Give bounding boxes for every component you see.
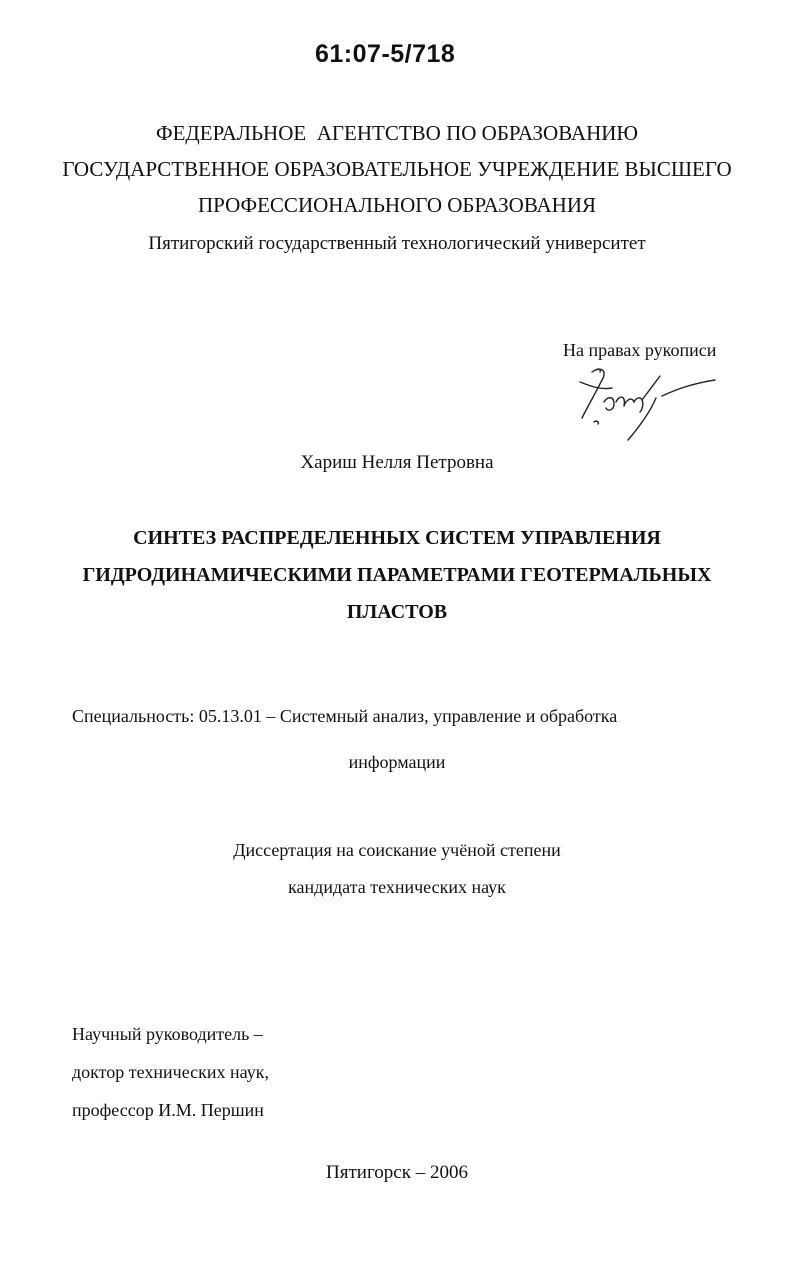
title-line: СИНТЕЗ РАСПРЕДЕЛЕННЫХ СИСТЕМ УПРАВЛЕНИЯ [133, 527, 661, 549]
supervisor-block [72, 1015, 269, 1129]
university-name: Пятигорский государственный технологический университет [148, 233, 646, 254]
supervisor-line: Научный руководитель – [72, 1024, 263, 1044]
agency-line: ГОСУДАРСТВЕННОЕ ОБРАЗОВАТЕЛЬНОЕ УЧРЕЖДЕНИЕ ВЫСШЕГО [62, 157, 732, 181]
archive-code: 61:07-5/718 [315, 40, 456, 68]
author-name: Хариш Нелля Петровна [300, 452, 494, 473]
supervisor-line: доктор технических наук, [72, 1062, 269, 1082]
speciality-continuation: информации [348, 752, 446, 772]
title-line: ПЛАСТОВ [346, 601, 448, 623]
speciality-line: Специальность: 05.13.01 – Системный анализ, управление и обработка [72, 706, 618, 726]
dissertation-title [0, 520, 794, 631]
agency-header [0, 115, 794, 223]
supervisor-line: профессор И.М. Першин [72, 1100, 264, 1120]
author-signature [570, 362, 720, 444]
degree-line: Диссертация на соискание учёной степени [233, 840, 561, 860]
city-year: Пятигорск – 2006 [326, 1162, 468, 1183]
degree-line: кандидата технических наук [288, 877, 506, 897]
manuscript-note: На правах рукописи [563, 340, 717, 360]
title-line: ГИДРОДИНАМИЧЕСКИМИ ПАРАМЕТРАМИ ГЕОТЕРМАЛЬНЫХ [82, 564, 712, 586]
agency-line: ПРОФЕССИОНАЛЬНОГО ОБРАЗОВАНИЯ [197, 193, 596, 217]
dissertation-degree [0, 832, 794, 906]
agency-line: ФЕДЕРАЛЬНОЕ АГЕНТСТВО ПО ОБРАЗОВАНИЮ [156, 121, 638, 145]
